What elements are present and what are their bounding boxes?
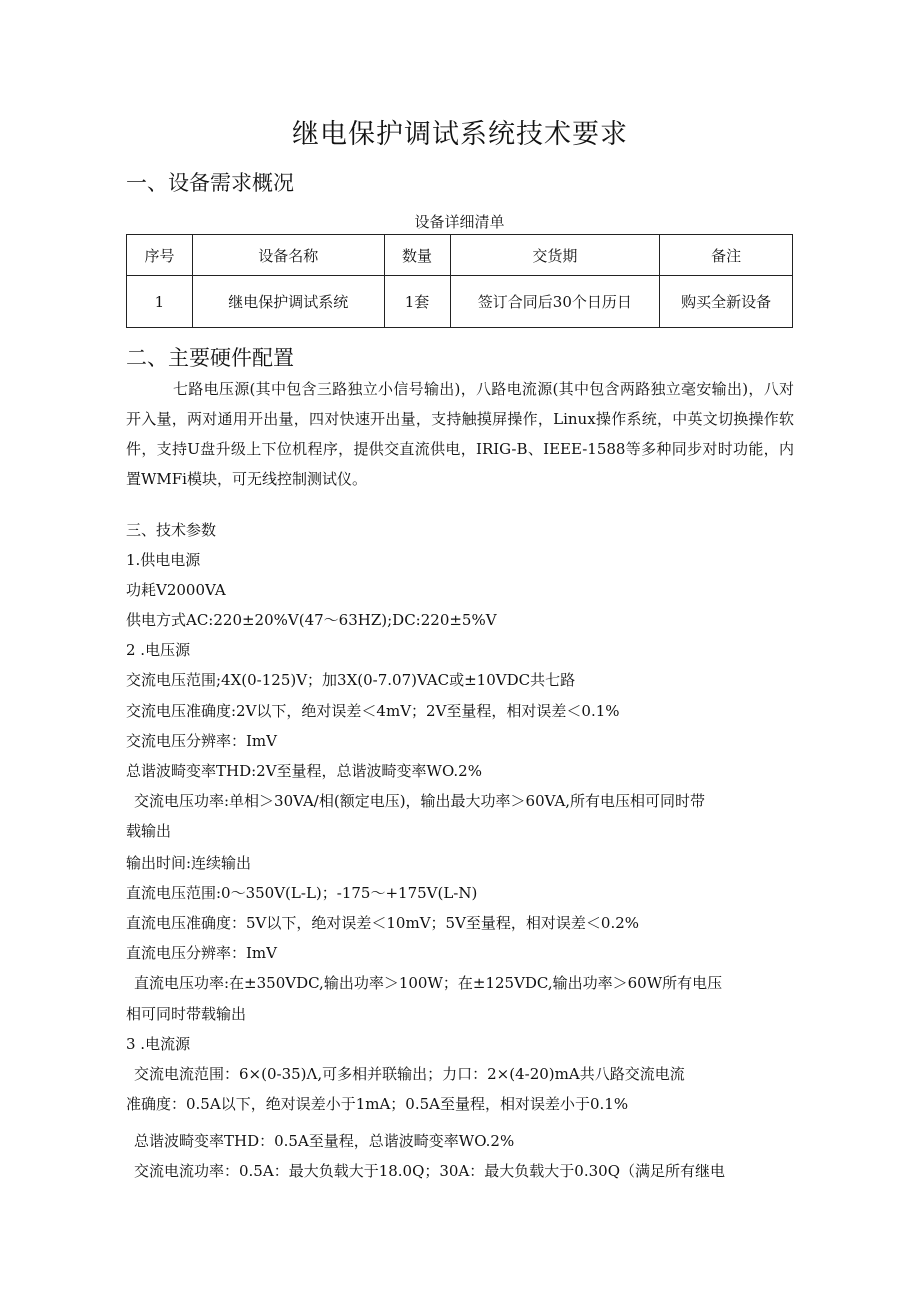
cell-remark: 购买全新设备 <box>660 276 793 328</box>
param-line: 交流电流功率：0.5A：最大负载大于18.0Q；30A：最大负载大于0.30Q（满足所有继电 <box>134 1162 726 1180</box>
hardware-paragraph: 七路电压源(其中包含三路独立小信号输出)，八路电流源(其中包含两路独立毫安输出)，八对开入量，两对通用开出量，四对快速开出量，支持触摸屏操作，Linux操作系统，中英文切换操作软件，支持U盘升级上下位机程序，提供交直流供电，IRIG-B、IEEE-1588等多种同步对时功能，内置WMFi模块，可无线控制测试仪。 <box>126 380 794 488</box>
param-line: 直流电压范围:0～350V(L-L)；-175～+175V(L-N) <box>126 884 478 902</box>
param-line: 2 .电压源 <box>126 641 191 659</box>
param-line: 相可同时带载输出 <box>126 1005 247 1023</box>
param-line: 1.供电电源 <box>126 551 201 569</box>
param-line: 交流电压功率:单相＞30VA/相(额定电压)，输出最大功率＞60VA,所有电压相可同时带 <box>134 792 706 810</box>
param-line: 供电方式AC:220±20%V(47～63HZ);DC:220±5%V <box>126 611 497 629</box>
table-header-row <box>127 235 793 276</box>
table-caption: 设备详细清单 <box>414 213 505 231</box>
param-line: 载输出 <box>126 822 172 840</box>
param-line: 3 .电流源 <box>126 1035 191 1053</box>
param-line: 直流电压准确度：5V以下，绝对误差＜10mV；5V至量程，相对误差＜0.2% <box>126 914 640 932</box>
cell-qty: 1套 <box>384 276 450 328</box>
param-line: 交流电压准确度:2V以下，绝对误差＜4mV；2V至量程，相对误差＜0.1% <box>126 702 620 720</box>
param-line: 交流电压范围;4X(0-125)V；加3X(0-7.07)VAC或±10VDC共七路 <box>126 671 576 689</box>
param-line: 交流电压分辨率：ImV <box>126 732 277 750</box>
param-line: 准确度：0.5A以下，绝对误差小于1mA；0.5A至量程，相对误差小于0.1% <box>126 1095 629 1113</box>
cell-delivery: 签订合同后30个日历日 <box>450 276 660 328</box>
table-row <box>127 276 793 328</box>
param-line: 直流电压分辨率：ImV <box>126 944 277 962</box>
param-line: 交流电流范围：6×(0-35)Λ,可多相并联输出；力口：2×(4-20)mA共八路交流电流 <box>134 1065 685 1083</box>
cell-seq: 1 <box>127 276 193 328</box>
document-title: 继电保护调试系统技术要求 <box>292 119 628 150</box>
header-name: 设备名称 <box>192 235 384 276</box>
equipment-table <box>126 234 793 328</box>
cell-name: 继电保护调试系统 <box>192 276 384 328</box>
param-line: 输出时间:连续输出 <box>126 854 252 872</box>
section-1-heading: 一、设备需求概况 <box>126 171 294 195</box>
param-line: 功耗V2000VA <box>126 581 226 599</box>
param-line: 总谐波畸变率THD:2V至量程，总谐波畸变率WO.2% <box>126 762 482 780</box>
header-delivery: 交货期 <box>450 235 660 276</box>
param-line: 直流电压功率:在±350VDC,输出功率＞100W；在±125VDC,输出功率＞60W所有电压 <box>134 974 723 992</box>
section-3-heading: 三、技术参数 <box>126 521 217 539</box>
param-line: 总谐波畸变率THD：0.5A至量程，总谐波畸变率WO.2% <box>134 1132 515 1150</box>
section-2-heading: 二、主要硬件配置 <box>126 346 294 370</box>
header-seq: 序号 <box>127 235 193 276</box>
header-remark: 备注 <box>660 235 793 276</box>
header-qty: 数量 <box>384 235 450 276</box>
